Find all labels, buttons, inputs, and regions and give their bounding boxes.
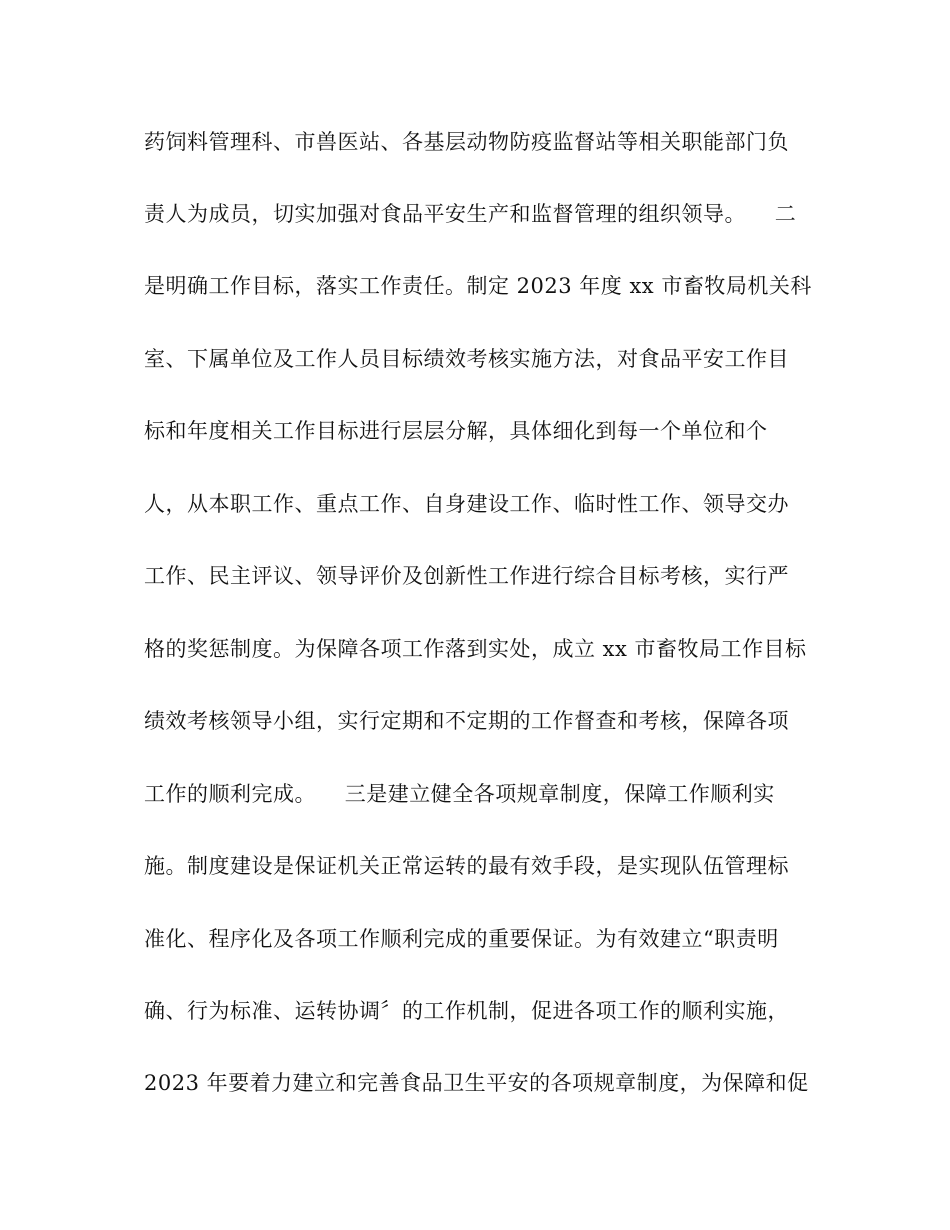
- text-line-8: 格的奖惩制度。为保障各项工作落到实处，成立 xx 市畜牧局工作目标: [144, 637, 807, 661]
- text-line-1: 药饲料管理科、市兽医站、各基层动物防疫监督站等相关职能部门负: [144, 130, 789, 154]
- text-line-12: 准化、程序化及各项工作顺利完成的重要保证。为有效建立“职责明: [144, 927, 779, 951]
- text-line-7: 工作、民主评议、领导评价及创新性工作进行综合目标考核，实行严: [144, 564, 789, 588]
- text-line-6: 人，从本职工作、重点工作、自身建设工作、临时性工作、领导交办: [144, 492, 789, 516]
- text-line-14: 2023 年要着力建立和完善食品卫生平安的各项规章制度，为保障和促: [144, 1071, 809, 1095]
- text-line-3: 是明确工作目标，落实工作责任。制定 2023 年度 xx 市畜牧局机关科: [144, 274, 812, 298]
- text-line-9: 绩效考核领导小组，实行定期和不定期的工作督查和考核，保障各项: [144, 709, 789, 733]
- text-line-5: 标和年度相关工作目标进行层层分解，具体细化到每一个单位和个: [144, 419, 768, 443]
- text-line-10: 工作的顺利完成。 三是建立健全各项规章制度，保障工作顺利实: [144, 782, 775, 806]
- text-line-11: 施。制度建设是保证机关正常运转的最有效手段，是实现队伍管理标: [144, 854, 789, 878]
- text-line-4: 室、下属单位及工作人员目标绩效考核实施方法，对食品平安工作目: [144, 347, 789, 371]
- text-line-2: 责人为成员，切实加强对食品平安生产和监督管理的组织领导。 二: [144, 202, 797, 226]
- text-line-13: 确、行为标准、运转协调〞的工作机制，促进各项工作的顺利实施，: [144, 999, 789, 1023]
